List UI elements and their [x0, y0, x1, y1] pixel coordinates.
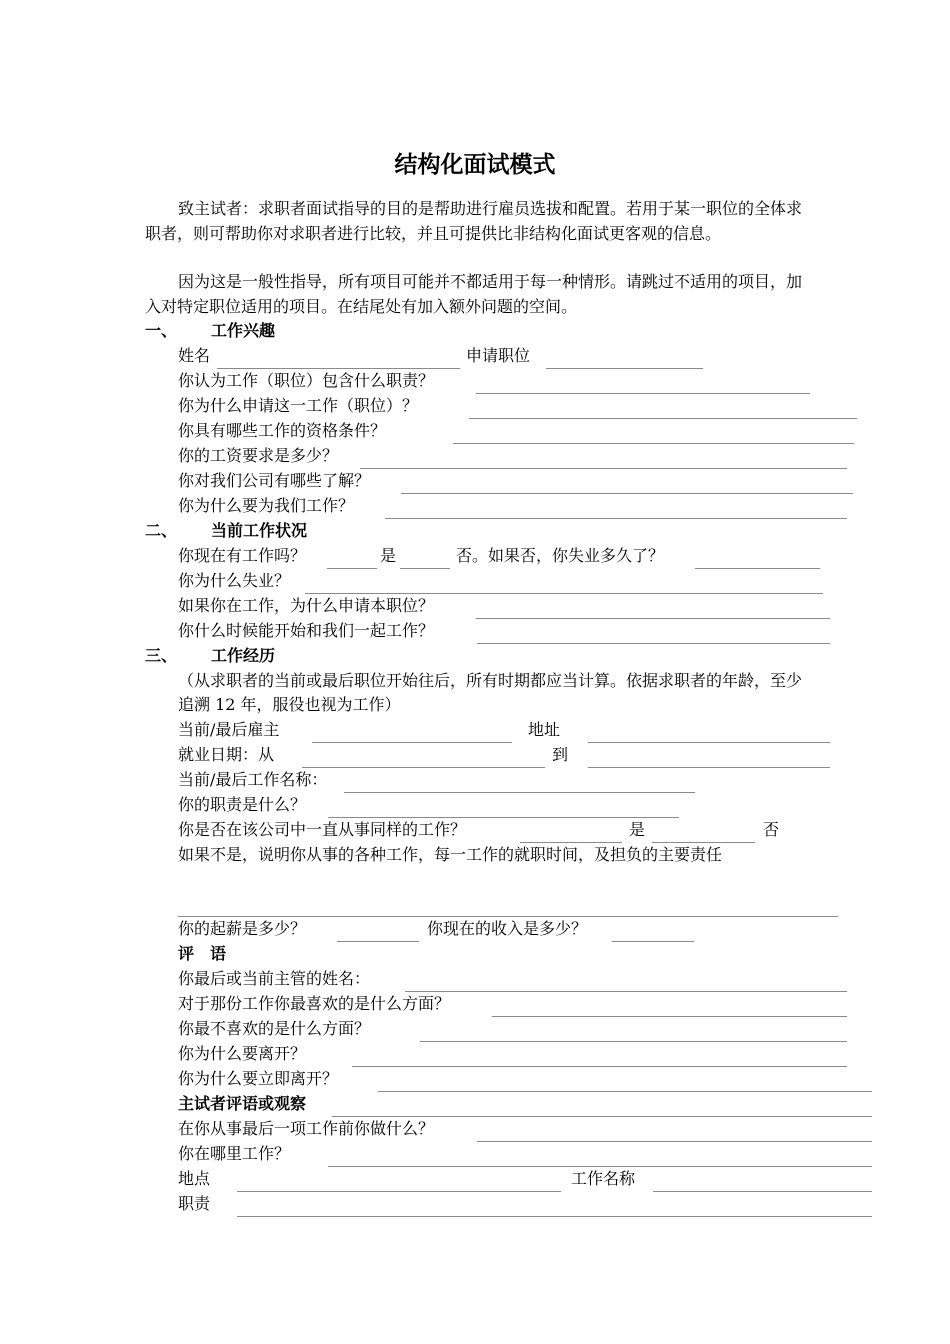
- salary-question: 你的工资要求是多少？: [178, 446, 339, 465]
- start-salary-question: 你的起薪是多少？: [178, 919, 307, 938]
- why-leave-now-line[interactable]: [378, 1091, 872, 1092]
- page-title: 结构化面试模式: [394, 151, 556, 178]
- start-date-question: 你什么时候能开始和我们一起工作？: [178, 621, 435, 640]
- section-2-heading: 当前工作状况: [211, 521, 308, 540]
- current-income-question: 你现在的收入是多少？: [427, 919, 588, 938]
- job-changes-answer-line[interactable]: [178, 916, 838, 917]
- job-title-field[interactable]: [344, 792, 695, 793]
- why-unemployed-question: 你为什么失业？: [178, 571, 291, 590]
- observer-heading: 主试者评语或观察: [178, 1094, 307, 1113]
- why-this-job-question: 如果你在工作，为什么申请本职位？: [178, 596, 435, 615]
- qualifications-question: 你具有哪些工作的资格条件？: [178, 421, 387, 440]
- job-duties-question: 你的职责是什么？: [178, 795, 307, 814]
- employed-yes-blank[interactable]: [327, 568, 377, 569]
- location-label: 地点: [178, 1169, 211, 1188]
- where-worked-question: 你在哪里工作？: [178, 1144, 291, 1163]
- address-label: 地址: [528, 720, 561, 739]
- liked-least-question: 你最不喜欢的是什么方面？: [178, 1019, 371, 1038]
- unemployed-duration-line[interactable]: [695, 568, 820, 569]
- same-work-no-label: 否: [763, 820, 780, 839]
- supervisor-name-question: 你最后或当前主管的姓名：: [178, 969, 371, 988]
- employed-yes-label: 是: [380, 546, 397, 565]
- section-3-heading: 工作经历: [211, 646, 276, 665]
- liked-least-line[interactable]: [420, 1041, 847, 1042]
- section-1-number: 一、: [145, 321, 178, 340]
- employment-to-label: 到: [552, 745, 569, 764]
- employed-no-blank[interactable]: [400, 568, 450, 569]
- job-changes-instruction: 如果不是，说明你从事的各种工作，每一工作的就职时间，及担负的主要责任: [178, 845, 723, 864]
- comments-heading: 评 语: [178, 944, 227, 963]
- position-field[interactable]: [546, 368, 703, 369]
- duties-answer-line[interactable]: [476, 393, 810, 394]
- duty-label: 职责: [178, 1194, 211, 1213]
- job-duties-line[interactable]: [328, 817, 679, 818]
- job-title-label: 当前/最后工作名称：: [178, 770, 328, 789]
- why-this-job-line[interactable]: [476, 618, 830, 619]
- employment-from-label: 就业日期：从: [178, 745, 275, 764]
- duty-field[interactable]: [237, 1216, 872, 1217]
- name-label: 姓名: [178, 346, 211, 365]
- liked-most-question: 对于那份工作你最喜欢的是什么方面？: [178, 994, 451, 1013]
- location-field[interactable]: [237, 1191, 561, 1192]
- supervisor-name-line[interactable]: [405, 991, 847, 992]
- same-work-question: 你是否在该公司中一直从事同样的工作？: [178, 820, 467, 839]
- why-leave-line[interactable]: [352, 1066, 847, 1067]
- start-date-line[interactable]: [477, 643, 830, 644]
- observer-notes-line[interactable]: [332, 1116, 872, 1117]
- liked-most-line[interactable]: [492, 1016, 847, 1017]
- why-apply-answer-line[interactable]: [469, 418, 857, 419]
- before-last-job-question: 在你从事最后一项工作前你做什么？: [178, 1119, 435, 1138]
- intro-paragraph-2: 因为这是一般性指导，所有项目可能并不都适用于每一种情形。请跳过不适用的项目，加入对特定职位适用的项目。在结尾处有加入额外问题的空间。: [145, 272, 803, 316]
- where-worked-line[interactable]: [328, 1166, 872, 1167]
- job-name-field[interactable]: [653, 1191, 872, 1192]
- employment-to-field[interactable]: [588, 767, 830, 768]
- start-salary-field[interactable]: [337, 941, 419, 942]
- why-apply-question: 你为什么申请这一工作（职位）？: [178, 396, 419, 415]
- employment-from-field[interactable]: [302, 767, 545, 768]
- section-1-heading: 工作兴趣: [211, 321, 276, 340]
- qualifications-answer-line[interactable]: [453, 443, 854, 444]
- why-us-question: 你为什么要为我们工作？: [178, 496, 355, 515]
- same-work-yes-label: 是: [629, 820, 646, 839]
- name-field[interactable]: [217, 368, 460, 369]
- duties-question: 你认为工作（职位）包含什么职责？: [178, 371, 435, 390]
- employed-question: 你现在有工作吗？: [178, 546, 307, 565]
- position-label: 申请职位: [466, 346, 531, 365]
- current-income-field[interactable]: [612, 941, 694, 942]
- employer-label: 当前/最后雇主: [178, 720, 280, 739]
- company-knowledge-answer-line[interactable]: [401, 493, 853, 494]
- why-leave-question: 你为什么要离开？: [178, 1044, 307, 1063]
- intro-paragraph-1: 致主试者：求职者面试指导的目的是帮助进行雇员选拔和配置。若用于某一职位的全体求职者，则可帮助你对求职者进行比较，并且可提供比非结构化面试更客观的信息。: [145, 199, 803, 243]
- work-history-note: （从求职者的当前或最后职位开始往后，所有时期都应当计算。依据求职者的年龄，至少追溯 12 年，服役也视为工作）: [178, 671, 803, 714]
- before-last-job-line[interactable]: [477, 1141, 872, 1142]
- company-knowledge-question: 你对我们公司有哪些了解？: [178, 471, 371, 490]
- unemployed-duration-question: 否。如果否，你失业多久了？: [456, 546, 665, 565]
- section-3-number: 三、: [145, 646, 178, 665]
- salary-answer-line[interactable]: [360, 468, 847, 469]
- job-name-label: 工作名称: [571, 1169, 636, 1188]
- why-unemployed-line[interactable]: [305, 593, 823, 594]
- section-2-number: 二、: [145, 521, 178, 540]
- employer-field[interactable]: [312, 742, 512, 743]
- why-us-answer-line[interactable]: [385, 518, 847, 519]
- address-field[interactable]: [588, 742, 830, 743]
- why-leave-now-question: 你为什么要立即离开？: [178, 1069, 339, 1088]
